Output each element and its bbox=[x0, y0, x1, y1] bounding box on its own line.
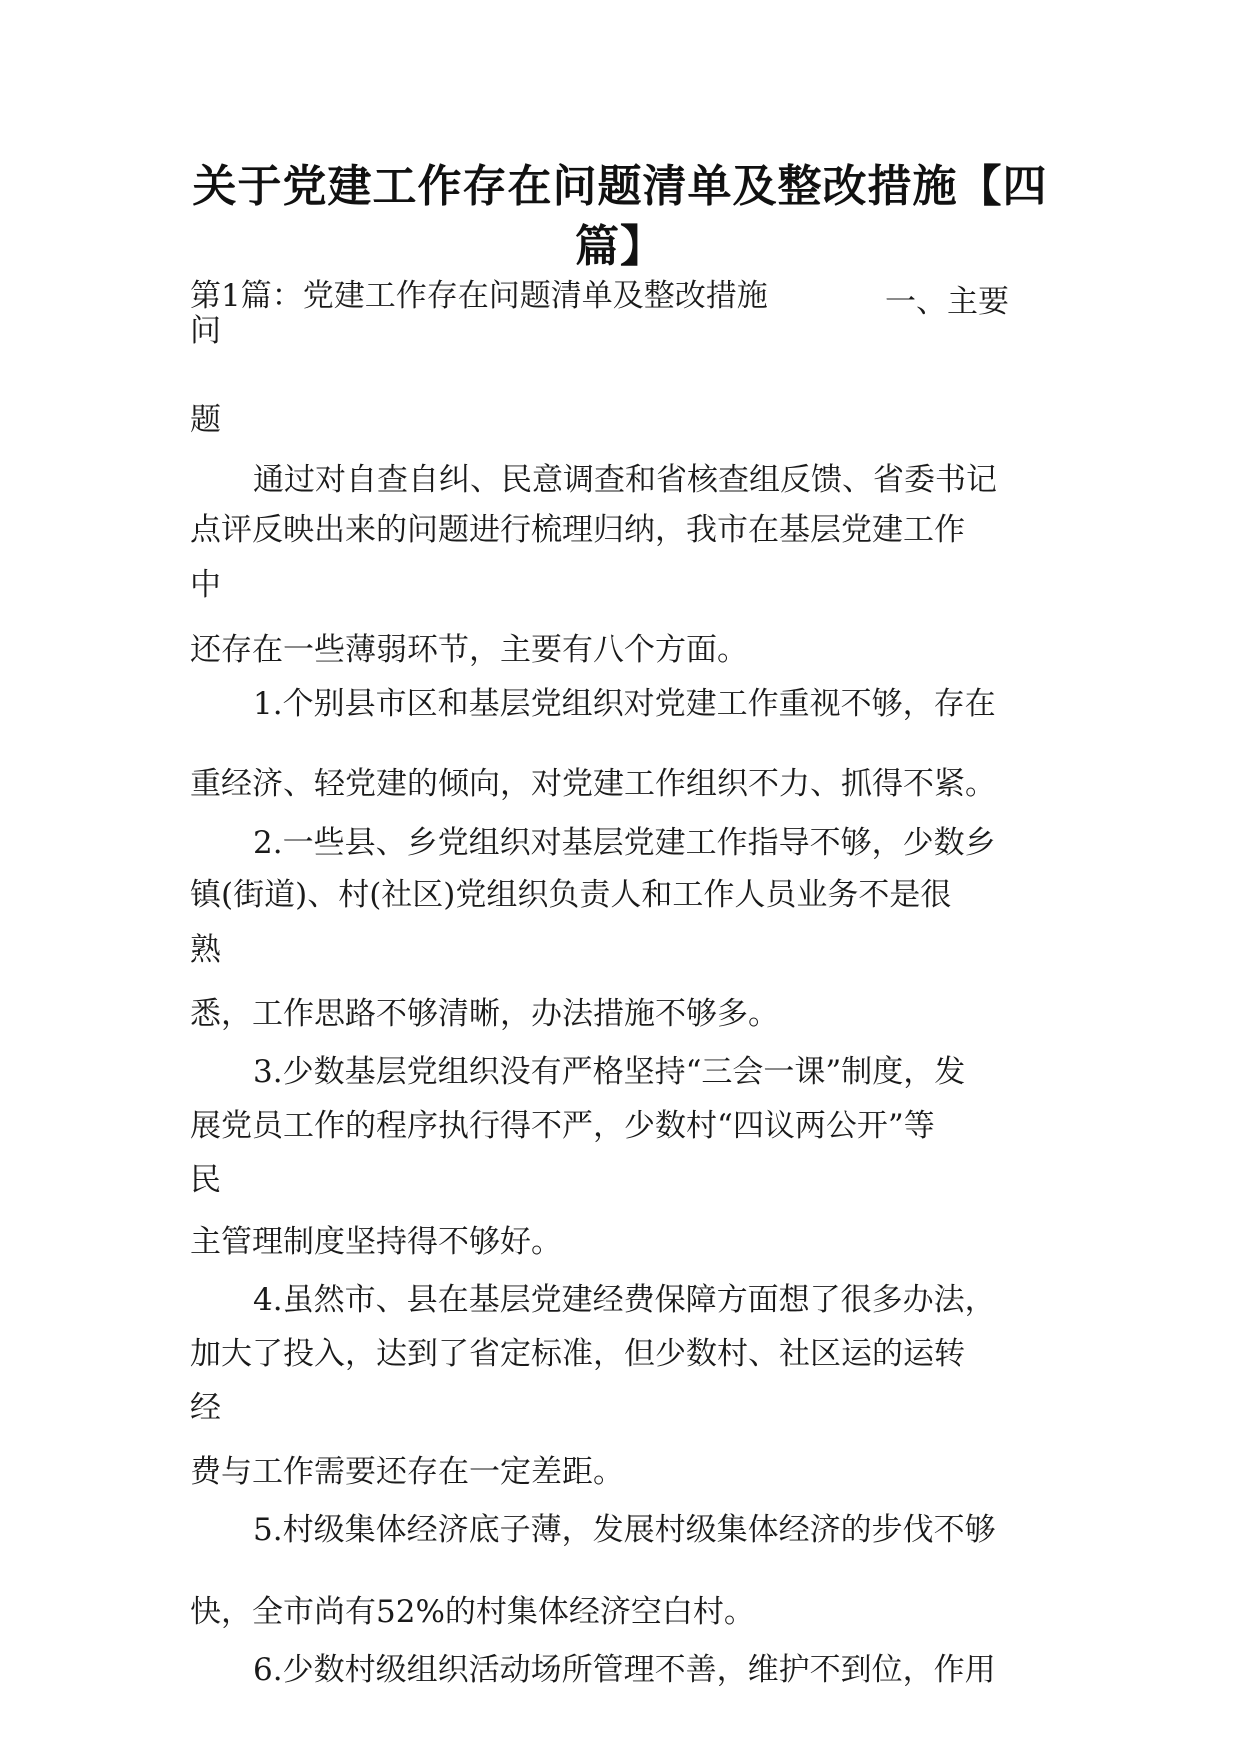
item-2-line-3: 熟 bbox=[190, 932, 221, 968]
section-heading: 第1篇：党建工作存在问题清单及整改措施 bbox=[190, 278, 768, 314]
item-4-line-2: 加大了投入，达到了省定标准，但少数村、社区运的运转 bbox=[190, 1336, 965, 1372]
item-2-line-4: 悉，工作思路不够清晰，办法措施不够多。 bbox=[190, 996, 779, 1032]
item-2-line-1: 2.一些县、乡党组织对基层党建工作指导不够，少数乡 bbox=[253, 825, 996, 861]
item-4-line-3: 经 bbox=[190, 1390, 221, 1426]
item-2-line-2: 镇(街道)、村(社区)党组织负责人和工作人员业务不是很 bbox=[190, 877, 952, 913]
intro-paragraph-line-1: 通过对自查自纠、民意调查和省核查组反馈、省委书记 bbox=[253, 462, 997, 498]
item-5-line-2: 快，全市尚有52%的村集体经济空白村。 bbox=[190, 1594, 755, 1630]
document-title-line-2: 篇】 bbox=[575, 221, 665, 272]
item-4-line-1: 4.虽然市、县在基层党建经费保障方面想了很多办法， bbox=[253, 1282, 996, 1318]
item-1-line-2: 重经济、轻党建的倾向，对党建工作组织不力、抓得不紧。 bbox=[190, 766, 996, 802]
item-6-line-1: 6.少数村级组织活动场所管理不善，维护不到位，作用 bbox=[253, 1652, 996, 1688]
item-3-line-2: 展党员工作的程序执行得不严，少数村“四议两公开”等 bbox=[190, 1108, 935, 1144]
intro-paragraph-line-3: 中 bbox=[190, 567, 221, 603]
intro-paragraph-line-4: 还存在一些薄弱环节，主要有八个方面。 bbox=[190, 632, 748, 668]
item-1-line-1: 1.个别县市区和基层党组织对党建工作重视不够，存在 bbox=[253, 686, 996, 722]
item-4-line-4: 费与工作需要还存在一定差距。 bbox=[190, 1454, 624, 1490]
item-5-line-1: 5.村级集体经济底子薄，发展村级集体经济的步伐不够 bbox=[253, 1512, 996, 1548]
document-title-line-1: 关于党建工作存在问题清单及整改措施【四 bbox=[192, 161, 1048, 212]
item-3-line-1: 3.少数基层党组织没有严格坚持“三会一课”制度，发 bbox=[253, 1054, 966, 1090]
section-heading-wrap-2: 题 bbox=[190, 402, 221, 438]
section-subheading: 一、主要 bbox=[885, 284, 1009, 320]
intro-paragraph-line-2: 点评反映出来的问题进行梳理归纳，我市在基层党建工作 bbox=[190, 512, 965, 548]
item-3-line-3: 民 bbox=[190, 1162, 221, 1198]
section-heading-wrap-1: 问 bbox=[190, 313, 221, 349]
item-3-line-4: 主管理制度坚持得不够好。 bbox=[190, 1224, 562, 1260]
